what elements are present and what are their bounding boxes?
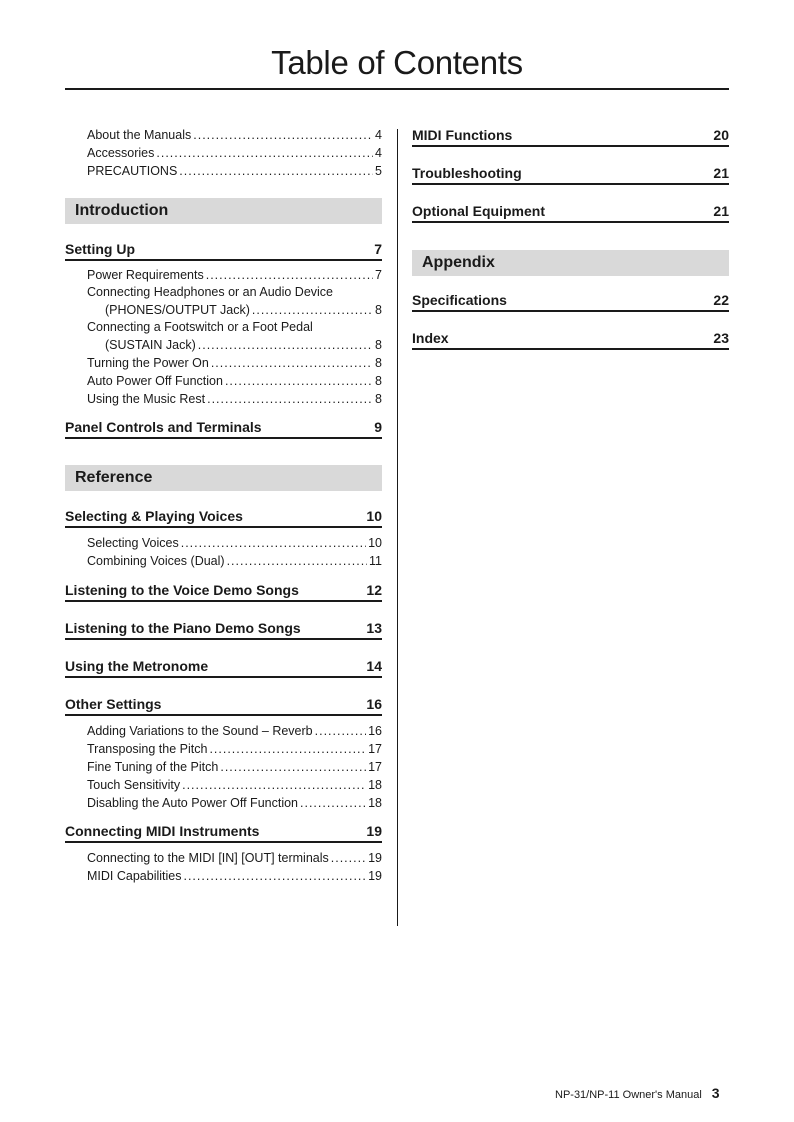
- toc-subitem[interactable]: Using the Music Rest ..... 8: [87, 390, 382, 408]
- toc-entry-connecting-midi[interactable]: Connecting MIDI Instruments 19: [65, 822, 382, 843]
- toc-subitem[interactable]: Touch Sensitivity ..... 18: [87, 776, 382, 794]
- title-rule: [65, 88, 729, 90]
- toc-subitem[interactable]: Fine Tuning of the Pitch ..... 17: [87, 758, 382, 776]
- toc-subitem[interactable]: Connecting to the MIDI [IN] [OUT] terminals ..... 19: [87, 849, 382, 867]
- toc-entry-setting-up[interactable]: Setting Up 7: [65, 240, 382, 261]
- toc-entry-voice-demo[interactable]: Listening to the Voice Demo Songs 12: [65, 581, 382, 602]
- toc-subitem[interactable]: Accessories ..... 4: [87, 144, 382, 162]
- page-title: Table of Contents: [271, 44, 523, 81]
- toc-subitem[interactable]: PRECAUTIONS ..... 5: [87, 162, 382, 180]
- page-footer: [555, 1085, 720, 1101]
- toc-subitem[interactable]: About the Manuals ..... 4: [87, 126, 382, 144]
- toc-entry-metronome[interactable]: Using the Metronome 14: [65, 657, 382, 678]
- column-divider: [397, 129, 398, 926]
- toc-subitem[interactable]: Combining Voices (Dual) ..... 11: [87, 552, 382, 570]
- section-heading-appendix: Appendix: [412, 250, 729, 276]
- toc-entry-other-settings[interactable]: Other Settings 16: [65, 695, 382, 716]
- toc-subitem[interactable]: Connecting a Footswitch or a Foot Pedal (SUSTAIN Jack) ..... 8: [87, 319, 382, 354]
- right-column: [412, 124, 729, 350]
- toc-subitem[interactable]: Auto Power Off Function ..... 8: [87, 372, 382, 390]
- toc-subitem[interactable]: Connecting Headphones or an Audio Device (PHONES/OUTPUT Jack) ..... 8: [87, 284, 382, 319]
- setting-up-items: [65, 266, 382, 408]
- toc-entry-index[interactable]: Index 23: [412, 329, 729, 350]
- left-column: [65, 124, 382, 885]
- page-number: 3: [711, 1085, 720, 1101]
- toc-subitem[interactable]: Power Requirements ..... 7: [87, 266, 382, 284]
- toc-subitem[interactable]: MIDI Capabilities ..... 19: [87, 867, 382, 885]
- toc-subitem[interactable]: Selecting Voices ..... 10: [87, 534, 382, 552]
- intro-items: [65, 126, 382, 180]
- section-heading-reference: Reference: [65, 465, 382, 491]
- selecting-voices-items: [65, 534, 382, 570]
- manual-name: NP-31/NP-11 Owner's Manual: [555, 1089, 702, 1101]
- connecting-midi-items: [65, 849, 382, 885]
- section-heading-introduction: Introduction: [65, 198, 382, 224]
- toc-entry-panel-controls[interactable]: Panel Controls and Terminals 9: [65, 418, 382, 439]
- toc-subitem[interactable]: Turning the Power On ..... 8: [87, 354, 382, 372]
- toc-subitem[interactable]: Adding Variations to the Sound – Reverb ..... 16: [87, 722, 382, 740]
- toc-entry-specifications[interactable]: Specifications 22: [412, 291, 729, 312]
- toc-entry-piano-demo[interactable]: Listening to the Piano Demo Songs 13: [65, 619, 382, 640]
- toc-subitem[interactable]: Disabling the Auto Power Off Function ..... 18: [87, 794, 382, 812]
- toc-subitem[interactable]: Transposing the Pitch ..... 17: [87, 740, 382, 758]
- toc-entry-selecting-voices[interactable]: Selecting & Playing Voices 10: [65, 507, 382, 528]
- other-settings-items: [65, 722, 382, 812]
- toc-entry-optional-equipment[interactable]: Optional Equipment 21: [412, 202, 729, 223]
- toc-entry-troubleshooting[interactable]: Troubleshooting 21: [412, 164, 729, 185]
- toc-entry-midi-functions[interactable]: MIDI Functions 20: [412, 126, 729, 147]
